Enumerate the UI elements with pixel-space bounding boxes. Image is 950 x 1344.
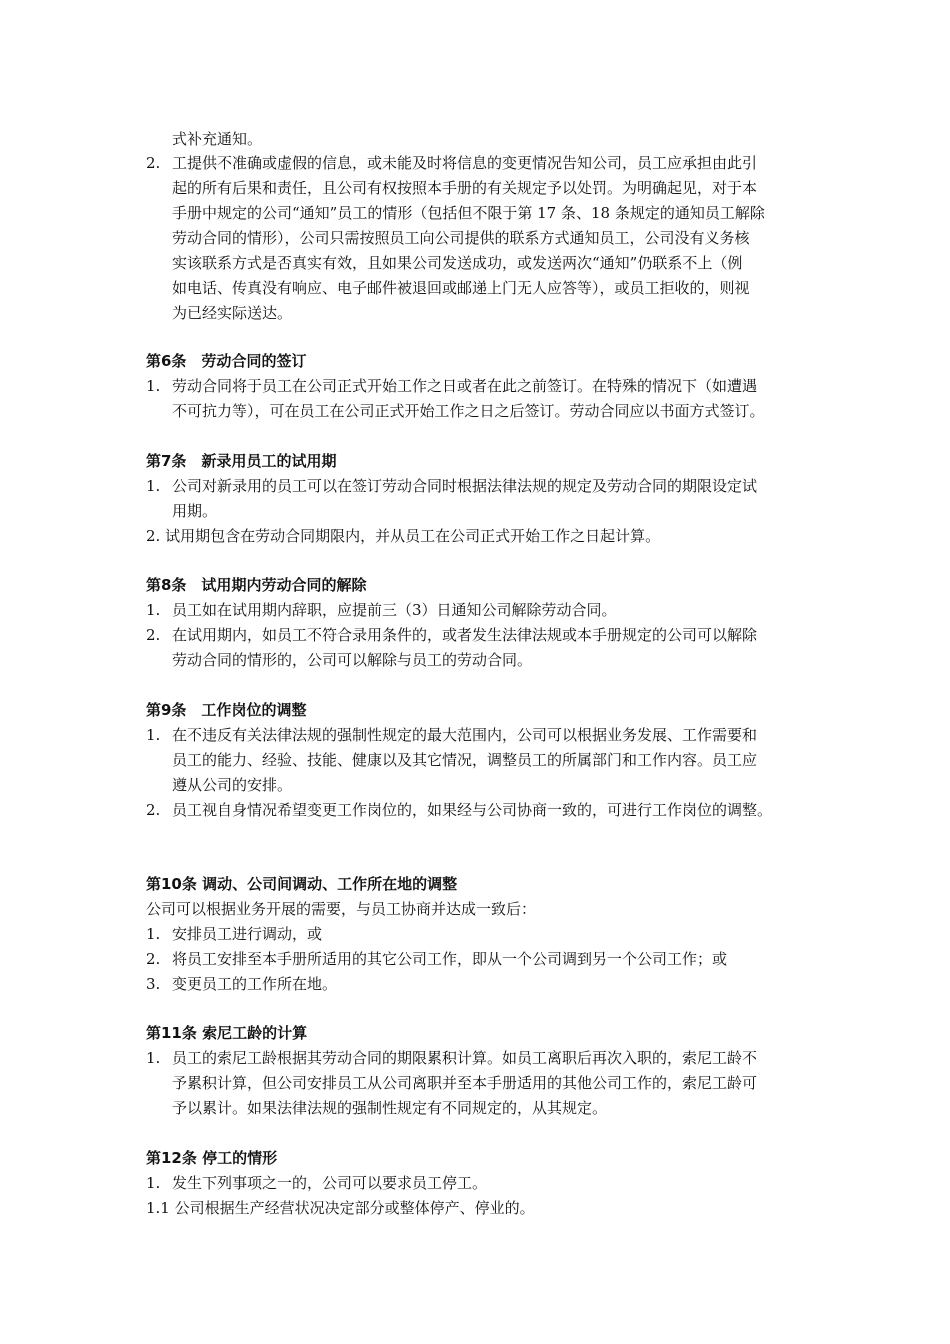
- sub-list-item: 1.1 公司根据生产经营状况决定部分或整体停产、停业的。: [146, 1199, 535, 1217]
- text-line: 公司对新录用的员工可以在签订劳动合同时根据法律法规的规定及劳动合同的期限设定试: [172, 477, 758, 495]
- text-line: 手册中规定的公司“通知”员工的情形（包括但不限于第 17 条、18 条规定的通知员工解除: [172, 204, 765, 222]
- list-number: 1.: [146, 601, 161, 619]
- list-number: 2.: [146, 626, 161, 644]
- text-line: 予以累计。如果法律法规的强制性规定有不同规定的，从其规定。: [172, 1099, 608, 1117]
- text-line: 在试用期内，如员工不符合录用条件的，或者发生法律法规或本手册规定的公司可以解除: [172, 626, 758, 644]
- list-number: 1.: [146, 1174, 161, 1192]
- text-line: 员工视自身情况希望变更工作岗位的，如果经与公司协商一致的，可进行工作岗位的调整。: [172, 801, 773, 819]
- text-line: 遵从公司的安排。: [172, 776, 293, 794]
- list-number: 2.: [146, 801, 161, 819]
- article-9-heading: 第9条 工作岗位的调整: [146, 701, 307, 719]
- text-line: 予累积计算，但公司安排员工从公司离职并至本手册适用的其他公司工作的，索尼工龄可: [172, 1074, 758, 1092]
- article-10-intro: 公司可以根据业务开展的需要，与员工协商并达成一致后：: [146, 900, 537, 918]
- text-line: 实该联系方式是否真实有效，且如果公司发送成功，或发送两次“通知”仍联系不上（例: [172, 254, 743, 272]
- text-line: 式补充通知。: [172, 130, 263, 148]
- text-line: 发生下列事项之一的，公司可以要求员工停工。: [172, 1174, 488, 1192]
- list-number: 1.: [146, 477, 161, 495]
- text-line: 劳动合同的情形的，公司可以解除与员工的劳动合同。: [172, 651, 533, 669]
- text-line: 起的所有后果和责任，且公司有权按照本手册的有关规定予以处罚。为明确起见，对于本: [172, 179, 758, 197]
- text-line: 员工的能力、经验、技能、健康以及其它情况，调整员工的所属部门和工作内容。员工应: [172, 751, 758, 769]
- text-line: 在不违反有关法律法规的强制性规定的最大范围内，公司可以根据业务发展、工作需要和: [172, 726, 758, 744]
- text-line: 为已经实际送达。: [172, 304, 293, 322]
- text-line: 将员工安排至本手册所适用的其它公司工作，即从一个公司调到另一个公司工作；或: [172, 950, 728, 968]
- article-10-heading: 第10条 调动、公司间调动、工作所在地的调整: [146, 875, 458, 893]
- text-line: 用期。: [172, 502, 218, 520]
- text-line: 如电话、传真没有响应、电子邮件被退回或邮递上门无人应答等），或员工拒收的，则视: [172, 279, 750, 297]
- text-line: 员工的索尼工龄根据其劳动合同的期限累积计算。如员工离职后再次入职的，索尼工龄不: [172, 1049, 758, 1067]
- text-line: 工提供不准确或虚假的信息，或未能及时将信息的变更情况告知公司，员工应承担由此引: [172, 154, 758, 172]
- article-12-heading: 第12条 停工的情形: [146, 1149, 278, 1167]
- text-line: 变更员工的工作所在地。: [172, 975, 338, 993]
- list-number: 3.: [146, 975, 161, 993]
- text-line: 不可抗力等），可在员工在公司正式开始工作之日之后签订。劳动合同应以书面方式签订。: [172, 402, 765, 420]
- article-6-heading: 第6条 劳动合同的签订: [146, 352, 307, 370]
- list-number: 1.: [146, 377, 161, 395]
- list-number: 2.: [146, 154, 161, 172]
- list-number: 1.: [146, 1049, 161, 1067]
- text-line: 安排员工进行调动，或: [172, 925, 323, 943]
- list-number: 1.: [146, 925, 161, 943]
- article-8-heading: 第8条 试用期内劳动合同的解除: [146, 576, 367, 594]
- article-7-heading: 第7条 新录用员工的试用期: [146, 452, 337, 470]
- list-number: 2.: [146, 950, 161, 968]
- text-line: 劳动合同的情形），公司只需按照员工向公司提供的联系方式通知员工，公司没有义务核: [172, 229, 750, 247]
- list-item: 2. 试用期包含在劳动合同期限内，并从员工在公司正式开始工作之日起计算。: [146, 527, 661, 545]
- list-number: 1.: [146, 726, 161, 744]
- text-line: 员工如在试用期内辞职，应提前三（3）日通知公司解除劳动合同。: [172, 601, 617, 619]
- text-line: 劳动合同将于员工在公司正式开始工作之日或者在此之前签订。在特殊的情况下（如遭遇: [172, 377, 758, 395]
- article-11-heading: 第11条 索尼工龄的计算: [146, 1024, 308, 1042]
